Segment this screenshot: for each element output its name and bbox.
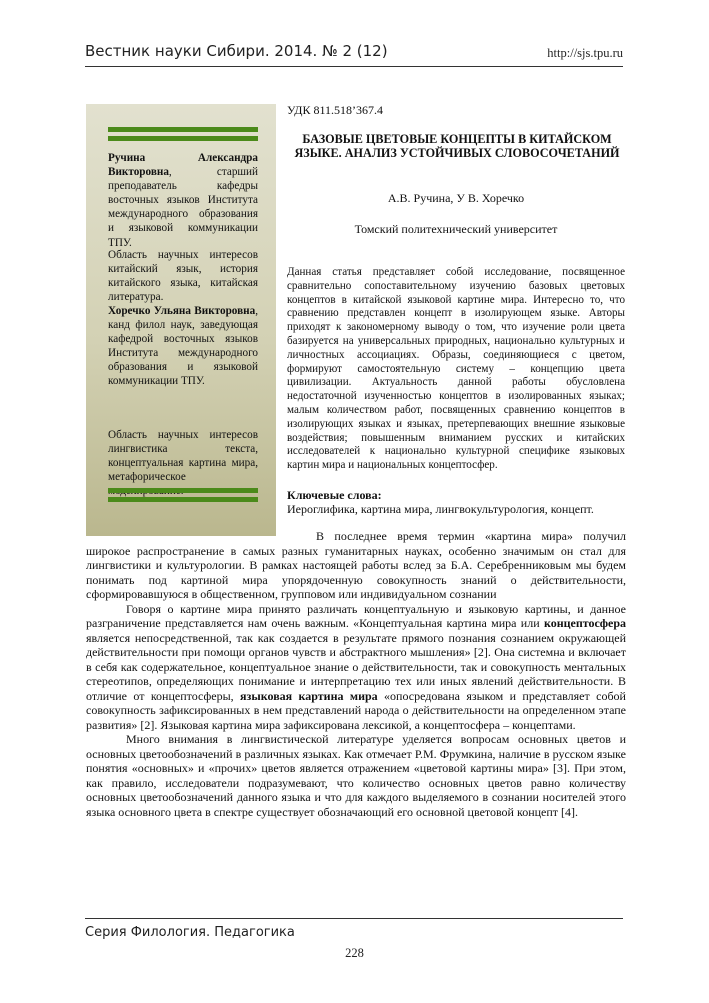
footer-divider: [85, 918, 623, 919]
text-run: Говоря о картине мира принято различать концептуальную и языковую картины, и данное разграничение представляется нам очень важным. «Концептуальная картина мира или: [86, 601, 626, 630]
green-bar: [108, 497, 258, 502]
author2-info: [108, 304, 258, 389]
article-body: [86, 529, 626, 819]
author-sidebar: [86, 104, 276, 536]
paragraph: [86, 602, 626, 733]
paragraph: Много внимания в лингвистической литературе уделяется вопросам основных цветов и основных цветообозначений в различных языках. Как отмечает Р.М. Фрумкина, наличие в русском языке понятия «основных» и «прочих» цветов является отражением «цветовой картины мира» [3]. При этом, как правило, исследователи подразумевают, что количество основных цветов равно количеству основных цветообозначений данного языка и что для каждого выделяемого в сознании носителей этого языка основного цвета в спектре существует обозначающий его основной цветовой концепт [4].: [86, 732, 626, 819]
keywords-heading: Ключевые слова:: [287, 488, 382, 502]
article-authors: А.В. Ручина, У В. Хоречко: [387, 191, 525, 205]
journal-url[interactable]: http://sjs.tpu.ru: [547, 46, 623, 60]
paragraph: В последнее время термин «картина мира» получил широкое распространение в самых разных гуманитарных науках, особенно значимым он стал для лингвистики и культурологии. В рамках настоящей работы вслед за Б.А. Серебренниковым мы будем понимать под картиной мира упорядоченную совокупность знаний о действительности, сформировавшуюся в общественном, групповом или индивидуальном сознании: [86, 529, 626, 601]
green-bar: [108, 127, 258, 132]
term-bold: языковая картина мира: [240, 688, 378, 703]
abstract: Данная статья представляет собой исследование, посвященное сравнительно сопоставительному изучению базовых цветовых концептов в китайской языковой картине мира. Интересно то, что сравнению представлен концепт в изолирующем языке. Авторы приходят к закономерному выводу о том, что изучение роли цвета базируется на универсальных природных, национально культурных и личностных ассоциациях. Образы, соединяющиеся с цветом, формируют самостоятельную систему – концепцию цвета цивилизации. Актуальность данной работы обусловлена недостаточной изученностью концептов в изолированных языках; малым количеством работ, посвященных сравнению концептов в изолирующих языках и языках, претерпевающих внешние языковые воздействия; повышенным вниманием русских и китайских исследователей к национально культурной специфике языковых картин мира и национальных концептосфер.: [287, 266, 625, 472]
author1-info: [108, 151, 258, 250]
header-divider: [85, 66, 623, 67]
text-run: «опосредована языком и представляет собой совокупность зафиксированных в нем представлений народа о действительности на определенном этапе развития» [2]. Языковая картина мира зафиксирована лексикой, а концептосфера – концептами.: [86, 688, 626, 732]
journal-title: Вестник науки Сибири. 2014. № 2 (12): [85, 42, 388, 60]
affiliation: Томский политехнический университет: [354, 222, 558, 236]
keywords: Иероглифика, картина мира, лингвокультурология, концепт.: [287, 502, 594, 516]
page-number: 228: [345, 946, 364, 960]
text-run: является непосредственной, так как создается в результате прямого познания сознанием окружающей действительности при помощи органов чувств и абстрактного мышления» [2]. Она системна и включает в себя как содержательное, концептуальное знание о действительности, так и совокупность ментальных стереотипов, определяющих понимание и интерпретацию тех или иных явлений действительности. В отличие от концептосферы,: [86, 630, 626, 703]
author2-name: Хоречко Ульяна Викторовна: [108, 305, 256, 317]
series-title: Серия Филология. Педагогика: [85, 925, 295, 940]
author1-interests-text: Область научных интересов китайский язык, история китайского языка, китайская литература.: [108, 249, 258, 304]
article-title: БАЗОВЫЕ ЦВЕТОВЫЕ КОНЦЕПТЫ В КИТАЙСКОМ ЯЗЫКЕ. АНАЛИЗ УСТОЙЧИВЫХ СЛОВОСОЧЕТАНИЙ: [294, 132, 620, 160]
term-bold: концептосфера: [543, 616, 626, 630]
author1-interests: [108, 248, 258, 304]
author1-name: Ручина Александра Викторовна: [108, 152, 258, 179]
author1-desc: , старший преподаватель кафедры восточных языков Института международного образования и языковой коммуникации ТПУ.: [108, 166, 258, 249]
green-bar: [108, 136, 258, 141]
udk-code: УДК 811.518’367.4: [287, 103, 384, 117]
author2-desc: , канд филол наук, заведующая кафедрой восточных языков Института международного образования и языковой коммуникации ТПУ.: [108, 305, 258, 388]
author2-interests-text: Область научных интересов лингвистика текста, концептуальная картина мира, метафорическое: [108, 429, 258, 484]
green-bar: [108, 488, 258, 493]
